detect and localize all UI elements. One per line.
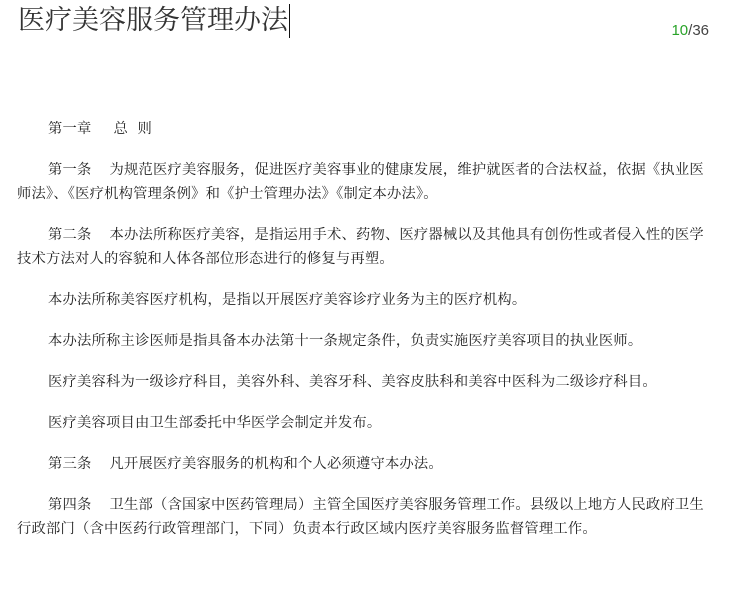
article-paragraph bbox=[17, 223, 709, 271]
paragraph-text: 医疗美容科为一级诊疗科目，美容外科、美容牙科、美容皮肤科和美容中医科为二级诊疗科目。 bbox=[48, 374, 657, 390]
article-paragraph bbox=[17, 452, 709, 476]
chapter-name: 总 则 bbox=[113, 121, 152, 137]
article-paragraph bbox=[17, 158, 709, 206]
document-title: 医疗美容服务管理办法 bbox=[18, 5, 288, 36]
current-page-number: 10 bbox=[671, 22, 689, 39]
article-paragraph bbox=[17, 493, 709, 541]
body-paragraph bbox=[17, 288, 709, 312]
article-label: 第二条 bbox=[48, 227, 92, 243]
article-text: 凡开展医疗美容服务的机构和个人必须遵守本办法。 bbox=[109, 456, 443, 472]
page-counter bbox=[671, 22, 709, 40]
paragraph-text: 本办法所称主诊医师是指具备本办法第十一条规定条件，负责实施医疗美容项目的执业医师。 bbox=[48, 333, 643, 349]
page-separator: / bbox=[688, 22, 693, 39]
body-paragraph bbox=[17, 411, 709, 435]
article-text: 本办法所称医疗美容，是指运用手术、药物、医疗器械以及其他具有创伤性或者侵入性的医学技术方法对人的容貌和人体各部位形态进行的修复与再塑。 bbox=[17, 227, 704, 267]
document-header bbox=[0, 0, 749, 50]
paragraph-text: 医疗美容项目由卫生部委托中华医学会制定并发布。 bbox=[48, 415, 382, 431]
body-paragraph bbox=[17, 329, 709, 353]
article-label: 第一条 bbox=[48, 162, 92, 178]
body-paragraph bbox=[17, 370, 709, 394]
document-body bbox=[17, 117, 709, 558]
total-page-count: 36 bbox=[692, 22, 709, 39]
paragraph-text: 本办法所称美容医疗机构，是指以开展医疗美容诊疗业务为主的医疗机构。 bbox=[48, 292, 527, 308]
chapter-number: 第一章 bbox=[48, 121, 92, 137]
chapter-heading bbox=[17, 117, 709, 141]
article-text: 为规范医疗美容服务，促进医疗美容事业的健康发展，维护就医者的合法权益，依据《执业医师法》、《医疗机构管理条例》和《护士管理办法》《制定本办法》。 bbox=[17, 162, 704, 202]
article-text: 卫生部（含国家中医药管理局）主管全国医疗美容服务管理工作。县级以上地方人民政府卫生行政部门（含中医药行政管理部门，下同）负责本行政区域内医疗美容服务监督管理工作。 bbox=[17, 497, 704, 537]
article-label: 第三条 bbox=[48, 456, 92, 472]
article-label: 第四条 bbox=[48, 497, 92, 513]
